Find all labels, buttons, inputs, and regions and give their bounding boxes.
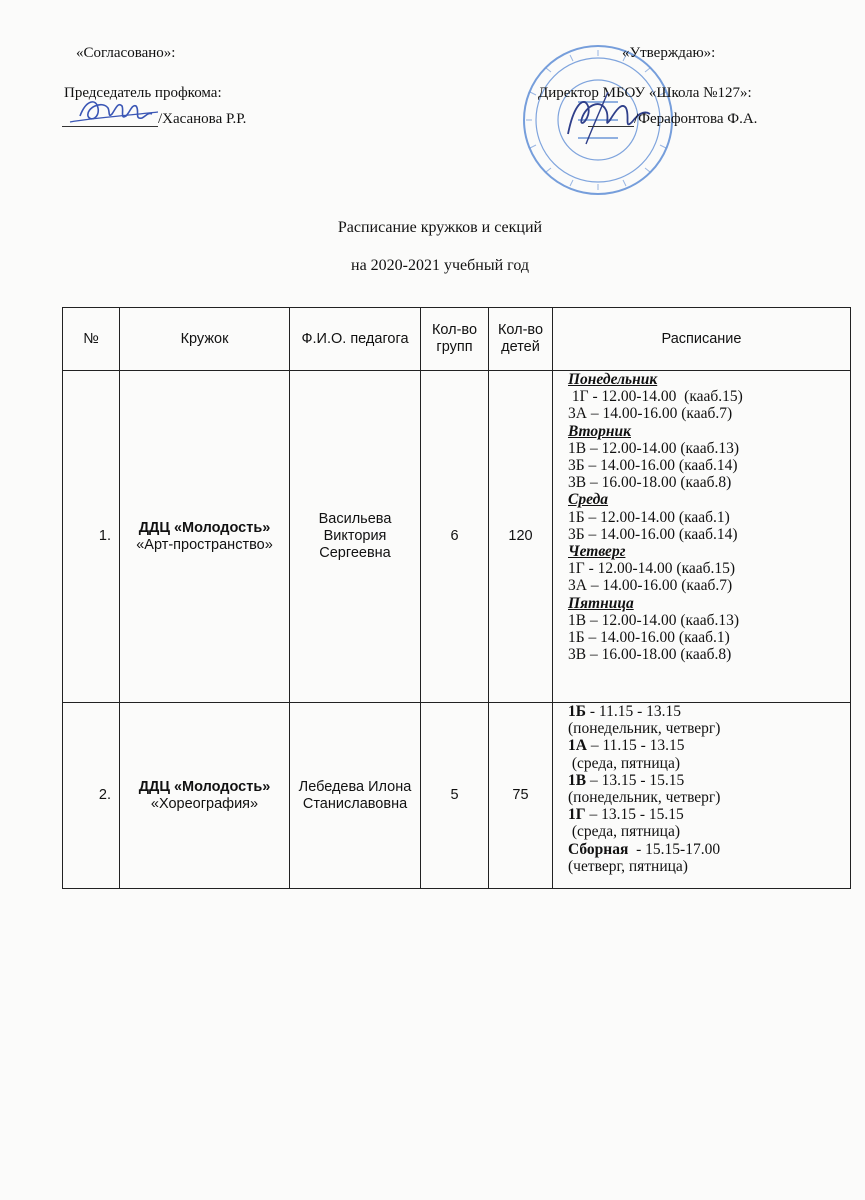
schedule-slot: 3Б – 14.00-16.00 (кааб.14) — [568, 525, 738, 543]
table-row — [63, 703, 851, 889]
schedule-slot: 1Б – 14.00-16.00 (кааб.1) — [568, 629, 730, 647]
schedule-slot: 3Б – 14.00-16.00 (кааб.14) — [568, 457, 738, 475]
group-code: 1Г — [568, 806, 586, 824]
signature-right-line — [588, 126, 634, 127]
group-code: 1В — [568, 771, 587, 789]
schedule-day: Вторник — [568, 422, 631, 440]
schedule-slot: 1Г - 12.00-14.00 (кааб.15) — [568, 388, 743, 406]
row-number: 2. — [63, 703, 120, 889]
schedule-slot: 1В – 12.00-14.00 (кааб.13) — [568, 439, 740, 457]
document-subtitle: на 2020-2021 учебный год — [351, 257, 529, 274]
group-days: (понедельник, четверг) — [568, 720, 721, 738]
schedule-slot: 1Г - 12.00-14.00 (кааб.15) — [568, 560, 736, 578]
signature-left — [62, 92, 162, 130]
teacher-name: Лебедева Илона Станиславовна — [290, 703, 421, 889]
schedule-entry — [568, 772, 848, 789]
group-days: (понедельник, четверг) — [568, 789, 721, 807]
header-groups: Кол-во групп — [421, 308, 489, 371]
schedule-slot: 3В – 16.00-18.00 (кааб.8) — [568, 474, 732, 492]
group-time: – 13.15 - 15.15 — [585, 806, 684, 824]
club-subtitle: «Арт-пространство» — [136, 536, 273, 553]
agreed-name: /Хасанова Р.Р. — [158, 111, 247, 127]
header-num: № — [63, 308, 120, 371]
header-club: Кружок — [120, 308, 290, 371]
schedule-slot: 3В – 16.00-18.00 (кааб.8) — [568, 646, 732, 664]
group-time: - 11.15 - 13.15 — [586, 703, 681, 720]
document-title: Расписание кружков и секций — [337, 219, 543, 236]
schedule-slot: 3А – 14.00-16.00 (кааб.7) — [568, 577, 733, 595]
schedule-entry — [568, 806, 848, 823]
agreed-title: «Согласовано»: — [76, 45, 176, 61]
schedule-slot: 3А – 14.00-16.00 (кааб.7) — [568, 405, 733, 423]
schedule-day: Среда — [568, 491, 609, 509]
group-days: (среда, пятница) — [568, 823, 680, 841]
group-time: - 15.15-17.00 — [628, 840, 721, 858]
table-row — [63, 371, 851, 703]
header-schedule: Расписание — [553, 308, 851, 371]
club-name: ДДЦ «Молодость» — [138, 519, 271, 536]
group-time: – 11.15 - 13.15 — [586, 737, 685, 755]
schedule-day: Четверг — [568, 543, 626, 561]
club-name: ДДЦ «Молодость» — [138, 778, 271, 795]
group-days: (среда, пятница) — [568, 754, 680, 772]
schedule-day: Понедельник — [568, 371, 658, 388]
schedule-table — [62, 307, 851, 889]
groups-count: 6 — [421, 371, 489, 703]
group-days: (четверг, пятница) — [568, 857, 688, 875]
row-number: 1. — [63, 371, 120, 703]
club-cell — [120, 703, 290, 889]
schedule-slot: 1Б – 12.00-14.00 (кааб.1) — [568, 508, 730, 526]
children-count: 75 — [489, 703, 553, 889]
table-header-row — [63, 308, 851, 371]
agreed-position: Председатель профкома: — [64, 85, 222, 101]
group-code: Сборная — [568, 840, 629, 858]
teacher-name: Васильева Виктория Сергеевна — [290, 371, 421, 703]
groups-count: 5 — [421, 703, 489, 889]
signature-left-line — [62, 126, 158, 127]
schedule-entry — [568, 737, 848, 754]
schedule-cell — [553, 371, 851, 703]
approved-title: «Утверждаю»: — [622, 45, 716, 61]
approved-name: /Ферафонтова Ф.А. — [634, 111, 758, 127]
header-teacher: Ф.И.О. педагога — [290, 308, 421, 371]
header-children: Кол-во детей — [489, 308, 553, 371]
club-cell — [120, 371, 290, 703]
schedule-entry — [568, 703, 848, 720]
club-subtitle: «Хореография» — [150, 795, 259, 812]
approved-position: Директор МБОУ «Школа №127»: — [538, 85, 752, 101]
schedule-cell — [553, 703, 851, 889]
schedule-day: Пятница — [568, 594, 634, 612]
children-count: 120 — [489, 371, 553, 703]
group-code: 1А — [568, 737, 587, 755]
group-time: – 13.15 - 15.15 — [586, 771, 685, 789]
schedule-slot: 1В – 12.00-14.00 (кааб.13) — [568, 611, 740, 629]
group-code: 1Б — [568, 703, 586, 720]
schedule-entry — [568, 841, 848, 858]
